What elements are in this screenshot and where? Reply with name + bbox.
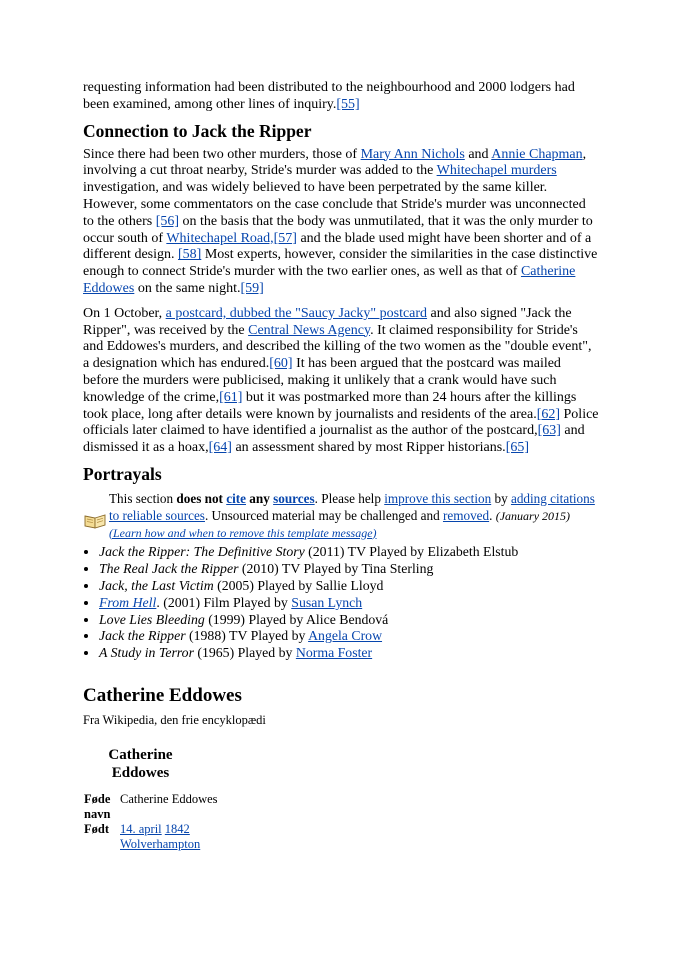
link-birth-year[interactable]: 1842 [164, 821, 190, 836]
text-span-bold: any [246, 490, 274, 506]
infobox [83, 746, 599, 852]
portrayal-actor: Sallie Lloyd [315, 577, 384, 593]
section-heading-connection: Connection to Jack the Ripper [83, 120, 312, 141]
portrayal-title-link[interactable]: From Hell [99, 594, 157, 610]
portrayal-actor: Elizabeth Elstub [427, 544, 519, 560]
ref-60[interactable]: [60] [269, 356, 293, 372]
link-cite[interactable]: cite [226, 490, 246, 506]
infobox-key: Føde navn [84, 791, 111, 821]
article-title: Catherine Eddowes [83, 684, 242, 706]
infobox-row-birth-name [83, 792, 599, 822]
unsourced-notice [83, 491, 599, 541]
portrayal-title: A Study in Terror [99, 645, 194, 661]
portrayal-title: Jack the Ripper [99, 628, 186, 644]
text-span-bold: does not [176, 490, 227, 506]
link-catherine-eddowes[interactable]: Catherine Eddowes [83, 264, 576, 296]
link-adding-citations[interactable]: adding citations to reliable sources [109, 490, 595, 523]
portrayal-title: Jack, the Last Victim [99, 577, 214, 593]
notice-text [109, 491, 599, 541]
text-span: Most experts, however, consider the similarities in the case distinctive enough to connect Stride's murder with the two earlier ones, as well as that of [83, 247, 598, 280]
portrayal-item [99, 645, 599, 662]
text-span: On 1 October, [83, 305, 166, 321]
portrayal-item [99, 578, 599, 595]
link-improve-section[interactable]: improve this section [384, 490, 492, 506]
infobox-value: Catherine Eddowes [120, 791, 218, 806]
portrayal-details: (2005) Played by [213, 577, 316, 593]
text-span: on the same night. [134, 280, 241, 296]
infobox-value [120, 822, 220, 852]
ref-57[interactable]: [57] [273, 230, 297, 246]
ref-59[interactable]: [59] [240, 280, 264, 296]
text-span: Police officials later claimed to have identified a journalist as the author of the postcard, [83, 406, 599, 439]
link-sources[interactable]: sources [273, 490, 315, 506]
text-span: by [491, 490, 511, 506]
text-span: and also signed "Jack the Ripper", was received by the [83, 305, 572, 338]
portrayal-details: (2010) TV Played by [238, 561, 362, 577]
infobox-row-born [83, 822, 599, 852]
link-removed[interactable]: removed [442, 507, 490, 523]
portrayal-details: . (2001) Film Played by [156, 594, 292, 610]
text-span: but it was postmarked more than 24 hours after the killings took place, long after details were known by journalists and residents of the area. [83, 389, 577, 422]
portrayal-details: (2011) TV Played by [304, 544, 428, 560]
portrayal-details: (1988) TV Played by [185, 628, 309, 644]
portrayal-item [99, 561, 599, 578]
link-mary-ann-nichols[interactable]: Mary Ann Nichols [360, 146, 465, 162]
text-span: an assessment shared by most Ripper historians. [231, 440, 506, 456]
portrayal-item [99, 612, 599, 629]
article-subtitle: Fra Wikipedia, den frie encyklopædi [83, 712, 266, 727]
text-span: and [464, 146, 492, 162]
text-span: This section [109, 490, 177, 506]
link-whitechapel-road[interactable]: Whitechapel Road, [166, 230, 274, 246]
ref-64[interactable]: [64] [208, 440, 232, 456]
notice-date: (January 2015) [495, 508, 571, 523]
text-span: . [489, 507, 496, 523]
portrayal-actor-link[interactable]: Susan Lynch [291, 594, 363, 610]
ref-55[interactable]: [55] [336, 96, 360, 112]
text-span: . Unsourced material may be challenged and [204, 507, 443, 523]
ref-58[interactable]: [58] [178, 247, 202, 263]
portrayal-item [99, 544, 599, 561]
portrayal-item [99, 628, 599, 645]
ref-63[interactable]: [63] [537, 423, 561, 439]
infobox-title: Catherine Eddowes [108, 746, 173, 781]
portrayal-details: (1965) Played by [193, 645, 296, 661]
text-span: and the blade used might have been shorter and of a different design. [83, 230, 592, 263]
connection-paragraph-1 [83, 147, 599, 298]
link-whitechapel-murders[interactable]: Whitechapel murders [436, 163, 557, 179]
portrayal-title: Jack the Ripper: The Definitive Story [99, 544, 305, 560]
portrayal-actor-link[interactable]: Norma Foster [295, 645, 373, 661]
ref-65[interactable]: [65] [505, 440, 530, 456]
ref-61[interactable]: [61] [219, 389, 243, 405]
intro-text: requesting information had been distributed to the neighbourhood and 2000 lodgers had been examined, among other lines of inquiry. [83, 80, 575, 112]
link-learn-remove-message[interactable]: (Learn how and when to remove this template message) [109, 525, 377, 540]
intro-paragraph [83, 80, 599, 114]
text-span: . Please help [314, 490, 385, 506]
portrayal-actor: Alice Bendová [305, 611, 389, 627]
infobox-key: Født [84, 821, 109, 836]
link-birth-place[interactable]: Wolverhampton [120, 836, 201, 851]
portrayal-details: (1999) Played by [204, 611, 306, 627]
ref-56[interactable]: [56] [155, 213, 180, 229]
text-span: , involving a cut throat nearby, Stride's murder was added to the [83, 146, 587, 179]
portrayal-title: The Real Jack the Ripper [99, 561, 239, 577]
book-icon [84, 513, 106, 529]
link-saucy-jacky-postcard[interactable]: a postcard, dubbed the "Saucy Jacky" postcard [165, 305, 428, 321]
link-birth-day[interactable]: 14. april [120, 821, 162, 836]
portrayal-actor-link[interactable]: Angela Crow [308, 628, 383, 644]
ref-62[interactable]: [62] [536, 406, 561, 422]
text-span: Since there had been two other murders, those of [83, 146, 361, 162]
article-content [83, 80, 599, 852]
text-span: and dismissed it as a hoax, [83, 423, 585, 456]
portrayal-title: Love Lies Bleeding [99, 611, 205, 627]
text-span: . It claimed responsibility for Stride's and Eddowes's murders, and described the killing of the two women as the "double event", a designation which has endured. [83, 322, 592, 372]
portrayal-item [99, 595, 599, 612]
text-span: on the basis that the body was unmutilated, that it was the only murder to occur south of [83, 213, 593, 246]
link-central-news-agency[interactable]: Central News Agency [248, 322, 371, 338]
portrayals-list [83, 544, 599, 662]
text-span: It has been argued that the postcard was mailed before the murders were publicised, making it unlikely that a crank would have such knowledge of the crime, [83, 356, 561, 405]
connection-paragraph-2 [83, 306, 599, 457]
portrayal-actor: Tina Sterling [361, 561, 434, 577]
text-span: investigation, and was widely believed to have been perpetrated by the same killer. However, some commentators on the case conclude that Stride's murder was unconnected to the others [83, 180, 586, 229]
section-heading-portrayals: Portrayals [83, 463, 162, 484]
link-annie-chapman[interactable]: Annie Chapman [491, 146, 583, 162]
